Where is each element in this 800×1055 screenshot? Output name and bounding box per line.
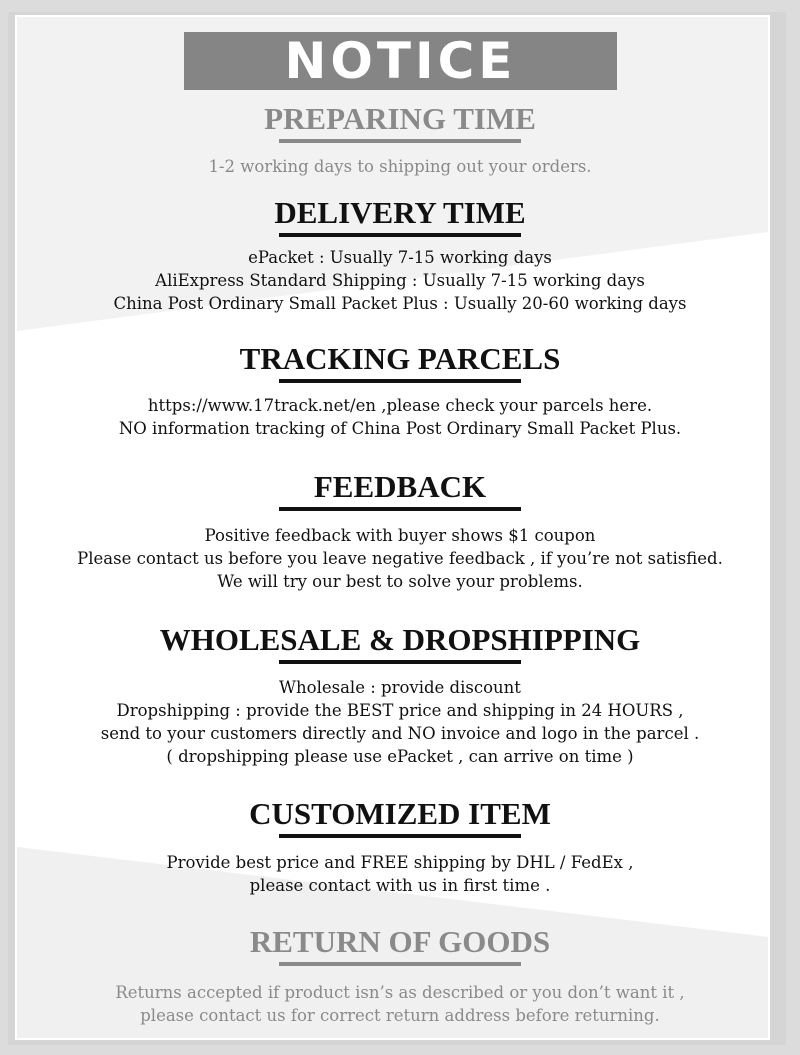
title-underline — [279, 139, 521, 143]
section-title: WHOLESALE & DROPSHIPPING — [159, 622, 641, 657]
text-line: Provide best price and FREE shipping by DHL / FedEx , — [166, 853, 634, 872]
section-tracking-parcels — [0, 342, 800, 440]
title-underline — [279, 379, 521, 383]
section-title: FEEDBACK — [313, 469, 487, 504]
section-text — [0, 981, 800, 1027]
section-text — [0, 524, 800, 593]
section-text — [0, 676, 800, 768]
section-text — [0, 246, 800, 315]
section-title: CUSTOMIZED ITEM — [249, 796, 551, 831]
title-underline — [279, 962, 521, 966]
text-line: ( dropshipping please use ePacket , can arrive on time ) — [166, 747, 634, 766]
section-feedback — [0, 470, 800, 593]
section-title: RETURN OF GOODS — [249, 924, 551, 959]
text-line: We will try our best to solve your problems. — [217, 572, 583, 591]
text-line: please contact us for correct return address before returning. — [140, 1006, 660, 1025]
text-line: NO information tracking of China Post Ordinary Small Packet Plus. — [118, 419, 682, 438]
text-line: send to your customers directly and NO invoice and logo in the parcel . — [100, 724, 700, 743]
text-line: 1-2 working days to shipping out your orders. — [208, 157, 592, 176]
text-line: please contact with us in first time . — [249, 876, 551, 895]
text-line: Positive feedback with buyer shows $1 coupon — [204, 526, 596, 545]
section-wholesale-dropshipping — [0, 623, 800, 768]
text-line: China Post Ordinary Small Packet Plus : Usually 20-60 working days — [113, 294, 687, 313]
section-delivery-time — [0, 196, 800, 315]
section-customized-item — [0, 797, 800, 897]
section-title: TRACKING PARCELS — [239, 341, 561, 376]
notice-title: NOTICE — [284, 32, 517, 90]
section-text — [0, 155, 800, 178]
text-line: Please contact us before you leave negative feedback , if you’re not satisfied. — [77, 549, 723, 568]
section-title: PREPARING TIME — [264, 101, 536, 136]
title-underline — [279, 834, 521, 838]
section-text — [0, 851, 800, 897]
tracking-link-text: https://www.17track.net/en ,please check your parcels here. — [147, 396, 653, 415]
title-underline — [279, 233, 521, 237]
text-line: Dropshipping : provide the BEST price and shipping in 24 HOURS , — [116, 701, 684, 720]
title-underline — [279, 660, 521, 664]
text-line: Returns accepted if product isn’s as described or you don’t want it , — [115, 983, 685, 1002]
section-return-of-goods — [0, 925, 800, 1027]
text-line: Wholesale : provide discount — [279, 678, 521, 697]
notice-banner — [184, 32, 617, 90]
section-text — [0, 394, 800, 440]
title-underline — [279, 507, 521, 511]
text-line: ePacket : Usually 7-15 working days — [248, 248, 552, 267]
section-preparing-time — [0, 102, 800, 178]
text-line: AliExpress Standard Shipping : Usually 7-15 working days — [155, 271, 645, 290]
section-title: DELIVERY TIME — [274, 195, 526, 230]
